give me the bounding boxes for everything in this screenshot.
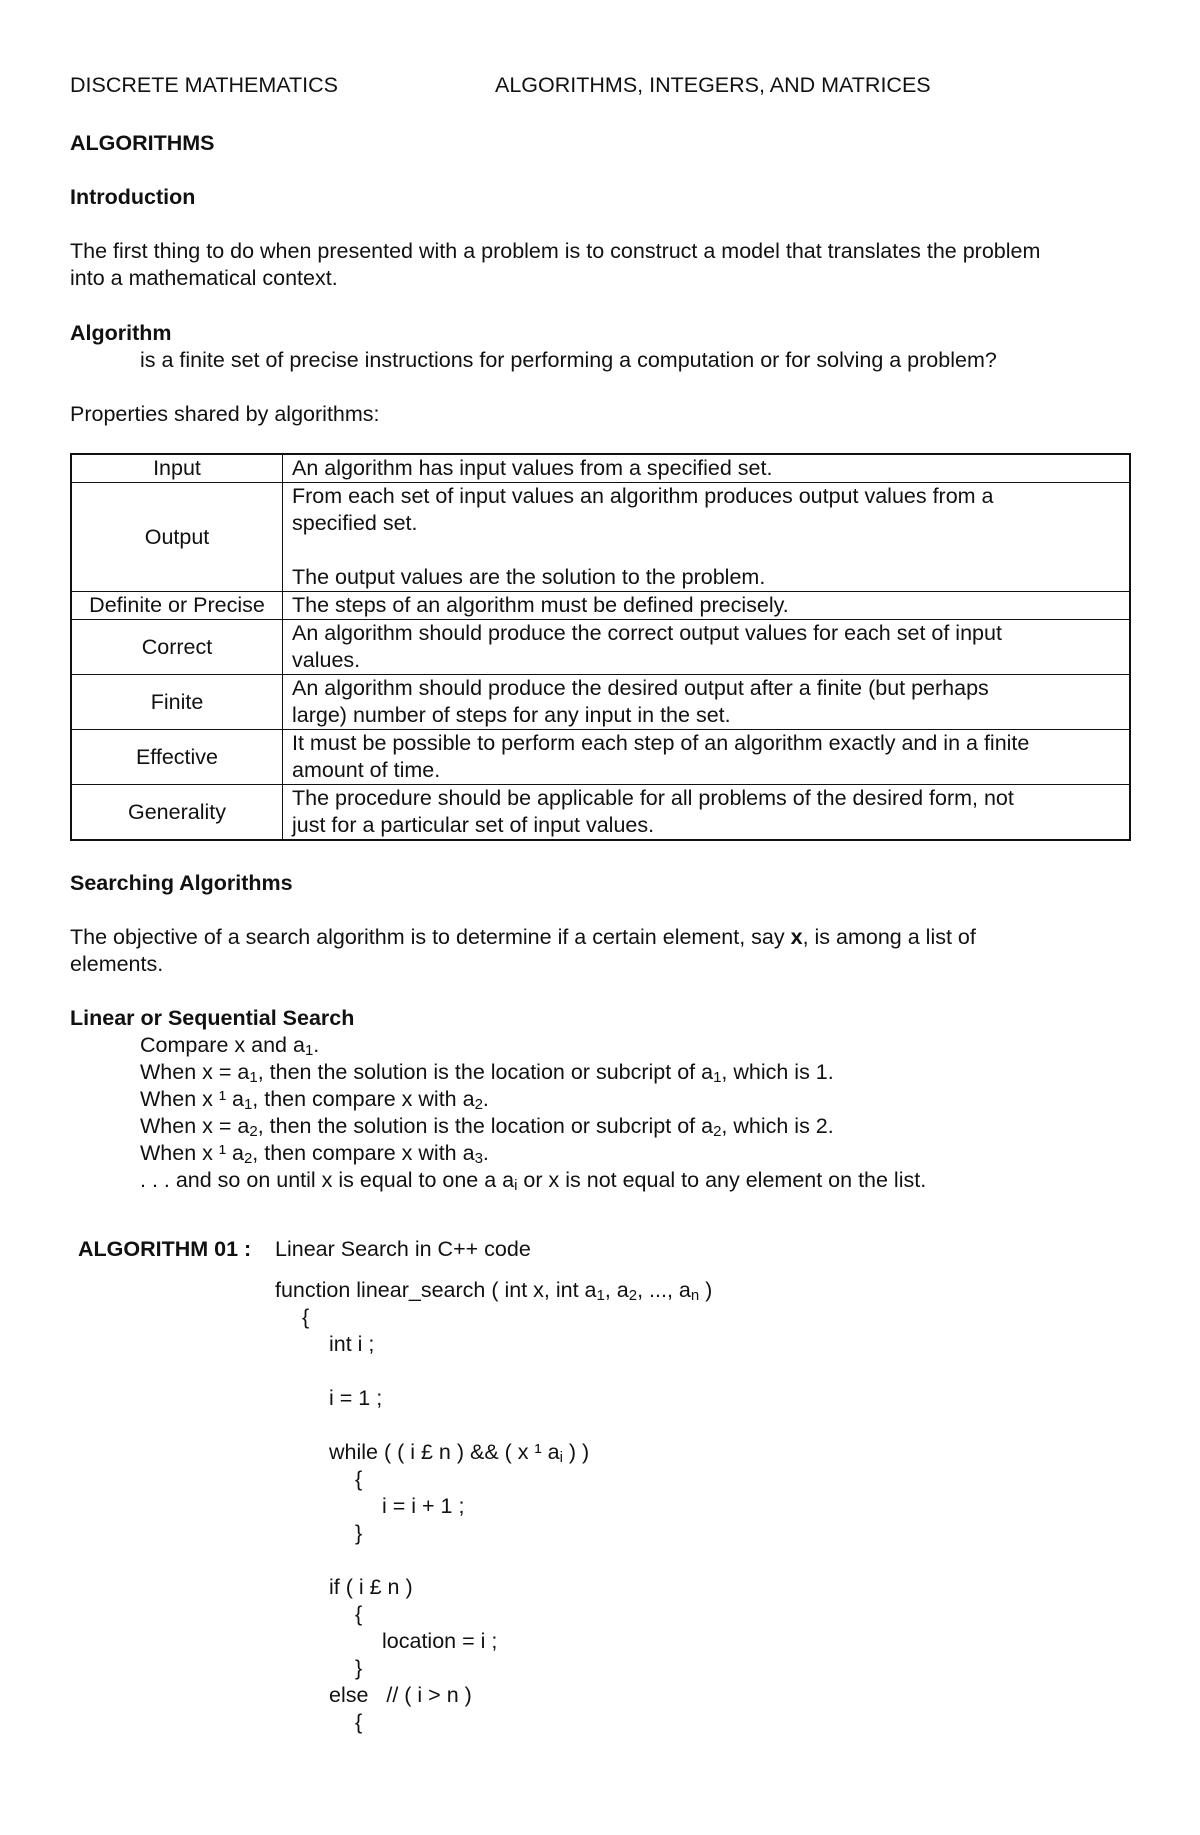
step-mid: , then compare x with a xyxy=(252,1141,475,1165)
property-name: Generality xyxy=(71,785,283,841)
property-description-line: values. xyxy=(292,648,361,672)
code-increment: i = i + 1 ; xyxy=(382,1494,465,1518)
code-while-post: ) ) xyxy=(562,1440,590,1464)
step-pre: When x = a xyxy=(140,1114,250,1138)
property-row xyxy=(71,730,1130,785)
code-brace-open-3: { xyxy=(355,1602,363,1626)
step-pre: . . . and so on until x is equal to one a a xyxy=(140,1168,515,1192)
step-sub2: 2 xyxy=(713,1123,722,1140)
code-else: else // ( i > n ) xyxy=(329,1683,472,1707)
property-name: Finite xyxy=(71,675,283,730)
code-initialization: i = 1 ; xyxy=(329,1386,383,1410)
property-name: Input xyxy=(71,454,283,483)
searching-variable-x: x xyxy=(790,925,803,949)
property-row xyxy=(71,620,1130,675)
property-description-line xyxy=(292,537,1120,564)
property-description-line: The procedure should be applicable for all problems of the desired form, not xyxy=(292,786,1014,810)
property-row xyxy=(71,592,1130,620)
property-description-line: The steps of an algorithm must be defined precisely. xyxy=(292,593,789,617)
property-description-line: specified set. xyxy=(292,511,418,535)
property-description xyxy=(283,785,1131,841)
property-name: Output xyxy=(71,483,283,592)
linear-search-step xyxy=(140,1167,926,1194)
code-sig-pre: function linear_search ( int x, int a xyxy=(275,1278,597,1302)
step-pre: Compare x and a xyxy=(140,1033,305,1057)
properties-table xyxy=(70,453,1131,841)
intro-heading: Introduction xyxy=(70,185,196,209)
code-sig-post: ) xyxy=(699,1278,713,1302)
step-sub2: 2 xyxy=(474,1096,483,1113)
code-brace-open-1: { xyxy=(302,1305,310,1329)
property-description xyxy=(283,483,1131,592)
algorithm-definition: is a finite set of precise instructions for performing a computation or for solving a problem? xyxy=(140,348,997,372)
code-sig-sub1: 1 xyxy=(596,1287,605,1304)
intro-paragraph-line1: The first thing to do when presented with a problem is to construct a model that translates the problem xyxy=(70,239,1041,263)
property-name: Definite or Precise xyxy=(71,592,283,620)
property-row xyxy=(71,675,1130,730)
code-if: if ( i £ n ) xyxy=(329,1575,413,1599)
step-post: . xyxy=(313,1033,320,1057)
property-name: Correct xyxy=(71,620,283,675)
property-description-line: amount of time. xyxy=(292,758,441,782)
step-post: , which is 2. xyxy=(721,1114,834,1138)
searching-heading: Searching Algorithms xyxy=(70,871,293,895)
property-row xyxy=(71,454,1130,483)
code-declaration: int i ; xyxy=(329,1332,375,1356)
property-description-line: just for a particular set of input values. xyxy=(292,813,655,837)
searching-text-pre: The objective of a search algorithm is to determine if a certain element, say xyxy=(70,925,791,949)
step-post: . xyxy=(482,1087,489,1111)
algorithm-heading: Algorithm xyxy=(70,321,172,345)
linear-search-heading: Linear or Sequential Search xyxy=(70,1006,355,1030)
code-sig-sub3: n xyxy=(690,1287,700,1304)
step-sub: 2 xyxy=(249,1123,258,1140)
property-description xyxy=(283,454,1131,483)
step-sub: 1 xyxy=(304,1042,314,1059)
step-mid: , then the solution is the location or subcript of a xyxy=(257,1060,714,1084)
searching-text-post: , is among a list of xyxy=(802,925,976,949)
step-mid: , then the solution is the location or subcript of a xyxy=(257,1114,714,1138)
step-sub: i xyxy=(514,1177,518,1194)
property-description-line: An algorithm should produce the desired output after a finite (but perhaps xyxy=(292,676,989,700)
property-description-line: It must be possible to perform each step of an algorithm exactly and in a finite xyxy=(292,731,1030,755)
algorithm01-title: Linear Search in C++ code xyxy=(275,1237,531,1261)
step-mid: , then compare x with a xyxy=(252,1087,475,1111)
step-sub: 1 xyxy=(249,1069,258,1086)
step-pre: When x ¹ a xyxy=(140,1141,244,1165)
property-description xyxy=(283,730,1131,785)
property-description-line: The output values are the solution to the problem. xyxy=(292,565,766,589)
step-post: . xyxy=(482,1141,489,1165)
step-sub2: 1 xyxy=(713,1069,722,1086)
property-description xyxy=(283,675,1131,730)
property-row xyxy=(71,785,1130,841)
code-while-sub: i xyxy=(559,1449,563,1466)
step-sub: 1 xyxy=(243,1096,253,1113)
code-sig-sub2: 2 xyxy=(628,1287,638,1304)
property-description-line: An algorithm should produce the correct output values for each set of input xyxy=(292,621,1002,645)
linear-search-step xyxy=(140,1113,834,1140)
searching-paragraph-line1 xyxy=(70,924,976,951)
property-name: Effective xyxy=(71,730,283,785)
property-row xyxy=(71,483,1130,592)
code-while xyxy=(329,1439,589,1466)
code-sig-c1: , a xyxy=(604,1278,629,1302)
section-title: ALGORITHMS xyxy=(70,131,215,155)
code-brace-open-2: { xyxy=(355,1467,363,1491)
step-pre: When x = a xyxy=(140,1060,250,1084)
code-location-assign: location = i ; xyxy=(382,1629,498,1653)
linear-search-step xyxy=(140,1059,834,1086)
searching-paragraph-line2: elements. xyxy=(70,952,164,976)
step-pre: When x ¹ a xyxy=(140,1087,244,1111)
code-brace-open-4: { xyxy=(355,1710,363,1734)
code-brace-close-3: } xyxy=(355,1656,363,1680)
linear-search-step xyxy=(140,1086,489,1113)
algorithm01-label: ALGORITHM 01 : xyxy=(78,1237,252,1261)
step-post: or x is not equal to any element on the list. xyxy=(517,1168,927,1192)
code-brace-close-2: } xyxy=(355,1521,363,1545)
property-description-line: An algorithm has input values from a specified set. xyxy=(292,456,773,480)
code-sig-c2: , ..., a xyxy=(637,1278,691,1302)
property-description-line: From each set of input values an algorithm produces output values from a xyxy=(292,484,994,508)
property-description xyxy=(283,592,1131,620)
linear-search-step xyxy=(140,1032,319,1059)
intro-paragraph-line2: into a mathematical context. xyxy=(70,266,338,290)
property-description-line: large) number of steps for any input in the set. xyxy=(292,703,731,727)
property-description xyxy=(283,620,1131,675)
code-while-pre: while ( ( i £ n ) && ( x ¹ a xyxy=(329,1440,560,1464)
step-post: , which is 1. xyxy=(721,1060,834,1084)
linear-search-step xyxy=(140,1140,489,1167)
code-signature xyxy=(275,1277,712,1304)
header-chapter-title: ALGORITHMS, INTEGERS, AND MATRICES xyxy=(495,73,931,97)
properties-label: Properties shared by algorithms: xyxy=(70,402,380,426)
step-sub2: 3 xyxy=(474,1150,483,1167)
step-sub: 2 xyxy=(243,1150,253,1167)
header-course-title: DISCRETE MATHEMATICS xyxy=(70,73,338,97)
